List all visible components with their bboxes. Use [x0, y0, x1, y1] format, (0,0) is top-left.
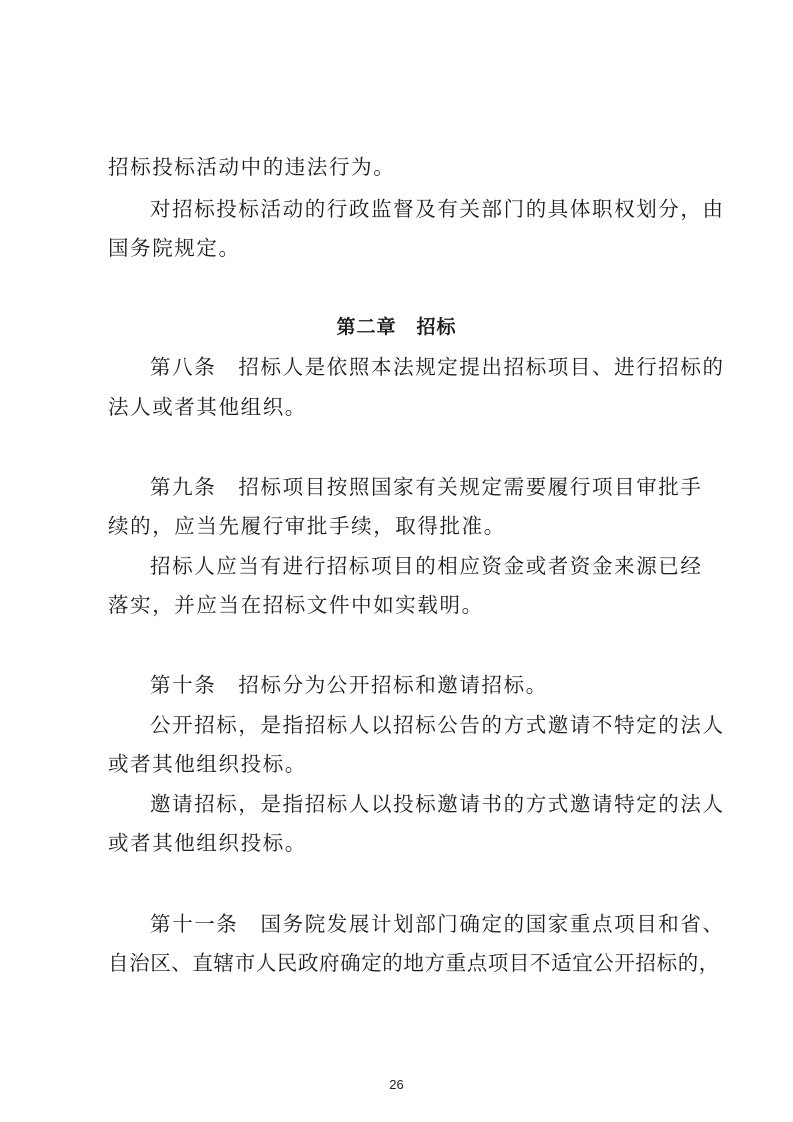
text-line: 落实，并应当在招标文件中如实载明。: [108, 593, 484, 617]
text-line: 邀请招标，是指招标人以投标邀请书的方式邀请特定的法人: [150, 792, 725, 816]
text-line: 或者其他组织投标。: [108, 831, 307, 855]
article-11-line: 第十一条 国务院发展计划部门确定的国家重点项目和省、: [150, 912, 725, 936]
article-8-line: 第八条 招标人是依照本法规定提出招标项目、进行招标的: [150, 355, 725, 379]
chapter-title: 第二章 招标: [336, 316, 457, 338]
text-line: 续的，应当先履行审批手续，取得批准。: [108, 514, 506, 538]
text-line: 或者其他组织投标。: [108, 752, 307, 776]
text-line: 招标人应当有进行招标项目的相应资金或者资金来源已经: [150, 554, 703, 578]
text-line: 公开招标，是指招标人以招标公告的方式邀请不特定的法人: [150, 713, 725, 737]
text-line: 国务院规定。: [108, 236, 241, 260]
text-line: 法人或者其他组织。: [108, 395, 307, 419]
text-line: 招标投标活动中的违法行为。: [108, 155, 396, 179]
article-10-line: 第十条 招标分为公开招标和邀请招标。: [150, 673, 548, 697]
page-number: 26: [389, 1077, 404, 1092]
text-line: 对招标投标活动的行政监督及有关部门的具体职权划分，由: [150, 197, 725, 221]
article-9-line: 第九条 招标项目按照国家有关规定需要履行项目审批手: [150, 475, 703, 499]
text-line: 自治区、直辖市人民政府确定的地方重点项目不适宜公开招标的，: [108, 951, 720, 975]
